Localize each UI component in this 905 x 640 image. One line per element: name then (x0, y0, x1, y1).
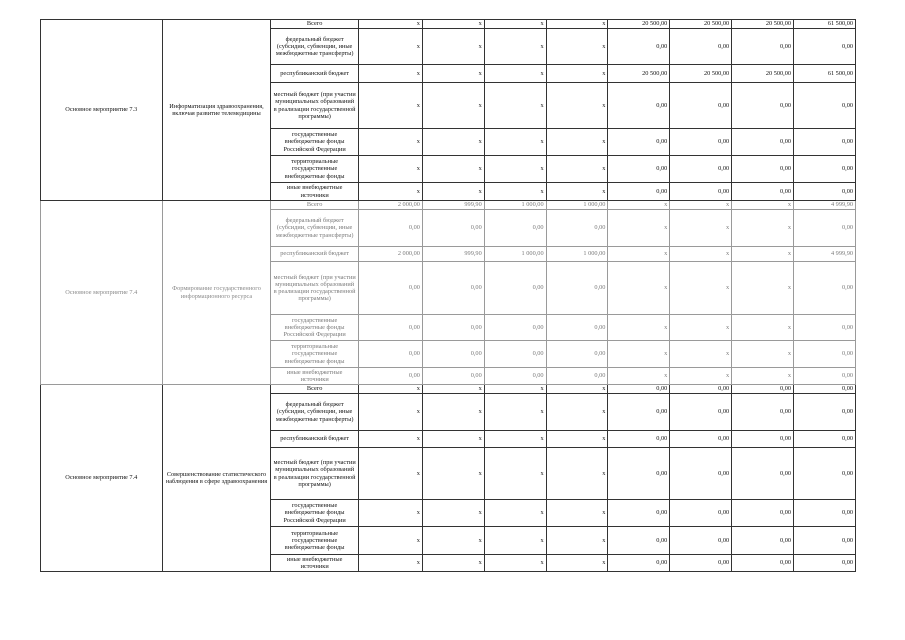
value-cell: 0,00 (546, 262, 608, 315)
value-cell: 0,00 (794, 555, 856, 572)
value-cell: 0,00 (732, 156, 794, 183)
funding-source-cell: государственные внебюджетные фонды Российской Федерации (271, 500, 358, 527)
funding-source-cell: иные внебюджетные источники (271, 555, 358, 572)
value-cell: 0,00 (732, 527, 794, 555)
value-cell: 2 000,00 (358, 201, 422, 210)
value-cell: x (484, 500, 546, 527)
value-cell: x (546, 129, 608, 156)
value-cell: 0,00 (358, 210, 422, 247)
value-cell: 0,00 (732, 129, 794, 156)
value-cell: x (546, 527, 608, 555)
value-cell: x (358, 156, 422, 183)
value-cell: 0,00 (358, 368, 422, 385)
section-2 (41, 201, 856, 385)
value-cell: x (422, 431, 484, 448)
value-cell: 0,00 (794, 83, 856, 129)
value-cell: 0,00 (546, 368, 608, 385)
value-cell: x (422, 29, 484, 65)
value-cell: 0,00 (670, 448, 732, 500)
value-cell: 0,00 (732, 555, 794, 572)
value-cell: x (358, 500, 422, 527)
value-cell: 0,00 (732, 448, 794, 500)
value-cell: 4 999,90 (794, 247, 856, 262)
value-cell: x (608, 247, 670, 262)
value-cell: x (422, 183, 484, 201)
table-row (41, 385, 856, 394)
section-1 (41, 20, 856, 201)
value-cell: x (670, 247, 732, 262)
value-cell: 0,00 (794, 394, 856, 431)
value-cell: 0,00 (732, 385, 794, 394)
funding-source-cell: федеральный бюджет (субсидии, субвенции, иные межбюджетные трансферты) (271, 210, 358, 247)
value-cell: 0,00 (422, 368, 484, 385)
value-cell: x (422, 83, 484, 129)
value-cell: 0,00 (732, 83, 794, 129)
value-cell: x (546, 555, 608, 572)
value-cell: x (670, 341, 732, 368)
value-cell: x (358, 448, 422, 500)
value-cell: 0,00 (670, 156, 732, 183)
value-cell: x (358, 65, 422, 83)
value-cell: x (484, 555, 546, 572)
value-cell: x (422, 20, 484, 29)
funding-source-cell: республиканский бюджет (271, 65, 358, 83)
value-cell: x (484, 65, 546, 83)
value-cell: 0,00 (794, 431, 856, 448)
value-cell: 0,00 (608, 385, 670, 394)
value-cell: 0,00 (794, 341, 856, 368)
value-cell: x (546, 29, 608, 65)
value-cell: x (358, 83, 422, 129)
value-cell: x (546, 156, 608, 183)
value-cell: x (732, 315, 794, 341)
value-cell: 0,00 (422, 210, 484, 247)
value-cell: 2 000,00 (358, 247, 422, 262)
value-cell: 0,00 (484, 210, 546, 247)
value-cell: 20 500,00 (608, 20, 670, 29)
value-cell: 61 500,00 (794, 65, 856, 83)
value-cell: x (358, 183, 422, 201)
value-cell: 0,00 (794, 129, 856, 156)
value-cell: 0,00 (670, 183, 732, 201)
value-cell: x (546, 448, 608, 500)
value-cell: 0,00 (358, 341, 422, 368)
value-cell: x (484, 527, 546, 555)
funding-source-cell: территориальные государственные внебюджетные фонды (271, 156, 358, 183)
funding-source-cell: государственные внебюджетные фонды Российской Федерации (271, 315, 358, 341)
value-cell: x (484, 29, 546, 65)
value-cell: x (608, 315, 670, 341)
table-row (41, 20, 856, 29)
value-cell: 0,00 (358, 262, 422, 315)
value-cell: x (358, 555, 422, 572)
value-cell: 0,00 (484, 341, 546, 368)
value-cell: 0,00 (732, 500, 794, 527)
value-cell: 0,00 (794, 210, 856, 247)
value-cell: x (732, 210, 794, 247)
value-cell: x (732, 341, 794, 368)
value-cell: 0,00 (608, 29, 670, 65)
value-cell: 0,00 (608, 555, 670, 572)
value-cell: x (546, 394, 608, 431)
funding-source-cell: федеральный бюджет (субсидии, субвенции, иные межбюджетные трансферты) (271, 29, 358, 65)
budget-table (40, 19, 856, 572)
value-cell: x (422, 394, 484, 431)
value-cell: x (484, 448, 546, 500)
value-cell: 0,00 (794, 448, 856, 500)
activity-cell: Основное мероприятие 7.4 (41, 385, 163, 572)
value-cell: 0,00 (732, 29, 794, 65)
value-cell: x (358, 431, 422, 448)
value-cell: 999,90 (422, 201, 484, 210)
value-cell: 20 500,00 (670, 65, 732, 83)
value-cell: x (608, 210, 670, 247)
funding-source-cell: Всего (271, 20, 358, 29)
value-cell: 0,00 (608, 83, 670, 129)
value-cell: x (732, 368, 794, 385)
funding-source-cell: местный бюджет (при участии муниципальных образований в реализации государственной программы) (271, 262, 358, 315)
value-cell: 0,00 (546, 341, 608, 368)
funding-source-cell: государственные внебюджетные фонды Российской Федерации (271, 129, 358, 156)
value-cell: x (358, 29, 422, 65)
value-cell: 0,00 (670, 385, 732, 394)
value-cell: x (422, 129, 484, 156)
value-cell: 0,00 (670, 431, 732, 448)
funding-source-cell: республиканский бюджет (271, 247, 358, 262)
value-cell: x (422, 500, 484, 527)
value-cell: x (484, 20, 546, 29)
funding-source-cell: республиканский бюджет (271, 431, 358, 448)
value-cell: 0,00 (670, 29, 732, 65)
value-cell: x (358, 385, 422, 394)
value-cell: 0,00 (794, 385, 856, 394)
value-cell: x (484, 431, 546, 448)
value-cell: x (546, 65, 608, 83)
value-cell: 0,00 (670, 83, 732, 129)
value-cell: x (422, 65, 484, 83)
funding-source-cell: территориальные государственные внебюджетные фонды (271, 341, 358, 368)
value-cell: 0,00 (608, 500, 670, 527)
value-cell: 0,00 (732, 183, 794, 201)
funding-source-cell: местный бюджет (при участии муниципальных образований в реализации государственной программы) (271, 448, 358, 500)
value-cell: 0,00 (794, 183, 856, 201)
value-cell: 0,00 (422, 315, 484, 341)
value-cell: 0,00 (670, 527, 732, 555)
value-cell: 0,00 (794, 500, 856, 527)
funding-source-cell: федеральный бюджет (субсидии, субвенции, иные межбюджетные трансферты) (271, 394, 358, 431)
value-cell: 20 500,00 (608, 65, 670, 83)
activity-name-cell: Информатизация здравоохранения, включая развитие телемедицины (162, 20, 271, 201)
value-cell: x (732, 262, 794, 315)
value-cell: 0,00 (608, 431, 670, 448)
value-cell: 0,00 (422, 262, 484, 315)
value-cell: x (422, 448, 484, 500)
value-cell: x (546, 431, 608, 448)
value-cell: x (422, 555, 484, 572)
funding-source-cell: иные внебюджетные источники (271, 368, 358, 385)
value-cell: x (670, 315, 732, 341)
value-cell: 0,00 (608, 129, 670, 156)
value-cell: 0,00 (794, 156, 856, 183)
value-cell: 0,00 (794, 527, 856, 555)
value-cell: 0,00 (732, 431, 794, 448)
value-cell: 4 999,90 (794, 201, 856, 210)
funding-source-cell: местный бюджет (при участии муниципальных образований в реализации государственной программы) (271, 83, 358, 129)
value-cell: 0,00 (608, 448, 670, 500)
value-cell: x (608, 201, 670, 210)
value-cell: 1 000,00 (484, 201, 546, 210)
value-cell: 0,00 (608, 527, 670, 555)
value-cell: x (484, 385, 546, 394)
value-cell: x (422, 385, 484, 394)
value-cell: 0,00 (670, 129, 732, 156)
activity-name-cell: Совершенствование статистического наблюдения в сфере здравоохранения (162, 385, 271, 572)
value-cell: 0,00 (608, 183, 670, 201)
funding-source-cell: Всего (271, 385, 358, 394)
value-cell: 0,00 (422, 341, 484, 368)
value-cell: x (546, 183, 608, 201)
value-cell: x (670, 201, 732, 210)
section-3 (41, 385, 856, 572)
value-cell: x (358, 527, 422, 555)
value-cell: 20 500,00 (732, 20, 794, 29)
value-cell: x (358, 129, 422, 156)
value-cell: 1 000,00 (484, 247, 546, 262)
value-cell: x (608, 262, 670, 315)
value-cell: x (422, 156, 484, 183)
value-cell: x (670, 368, 732, 385)
value-cell: x (670, 210, 732, 247)
value-cell: x (546, 83, 608, 129)
funding-source-cell: иные внебюджетные источники (271, 183, 358, 201)
value-cell: 0,00 (484, 315, 546, 341)
value-cell: 0,00 (546, 315, 608, 341)
value-cell: x (484, 394, 546, 431)
activity-cell: Основное мероприятие 7.3 (41, 20, 163, 201)
value-cell: 0,00 (484, 368, 546, 385)
value-cell: 0,00 (794, 368, 856, 385)
value-cell: 0,00 (794, 262, 856, 315)
activity-cell: Основное мероприятие 7.4 (41, 201, 163, 385)
funding-source-cell: территориальные государственные внебюджетные фонды (271, 527, 358, 555)
value-cell: 1 000,00 (546, 247, 608, 262)
value-cell: x (484, 129, 546, 156)
funding-source-cell: Всего (271, 201, 358, 210)
value-cell: 0,00 (358, 315, 422, 341)
value-cell: 0,00 (670, 500, 732, 527)
value-cell: x (670, 262, 732, 315)
value-cell: 0,00 (732, 394, 794, 431)
value-cell: x (422, 527, 484, 555)
value-cell: 1 000,00 (546, 201, 608, 210)
value-cell: 0,00 (484, 262, 546, 315)
value-cell: x (484, 183, 546, 201)
value-cell: 0,00 (608, 394, 670, 431)
value-cell: 0,00 (794, 29, 856, 65)
value-cell: 0,00 (546, 210, 608, 247)
value-cell: 20 500,00 (732, 65, 794, 83)
value-cell: x (358, 20, 422, 29)
value-cell: 0,00 (608, 156, 670, 183)
value-cell: x (608, 341, 670, 368)
value-cell: 0,00 (670, 394, 732, 431)
value-cell: 0,00 (794, 315, 856, 341)
table-row (41, 201, 856, 210)
value-cell: x (732, 201, 794, 210)
value-cell: x (358, 394, 422, 431)
value-cell: x (484, 156, 546, 183)
value-cell: x (546, 20, 608, 29)
value-cell: x (546, 500, 608, 527)
value-cell: x (608, 368, 670, 385)
value-cell: x (546, 385, 608, 394)
activity-name-cell: Формирование государственного информационного ресурса (162, 201, 271, 385)
value-cell: x (484, 83, 546, 129)
value-cell: 999,90 (422, 247, 484, 262)
value-cell: x (732, 247, 794, 262)
value-cell: 0,00 (670, 555, 732, 572)
value-cell: 61 500,00 (794, 20, 856, 29)
value-cell: 20 500,00 (670, 20, 732, 29)
